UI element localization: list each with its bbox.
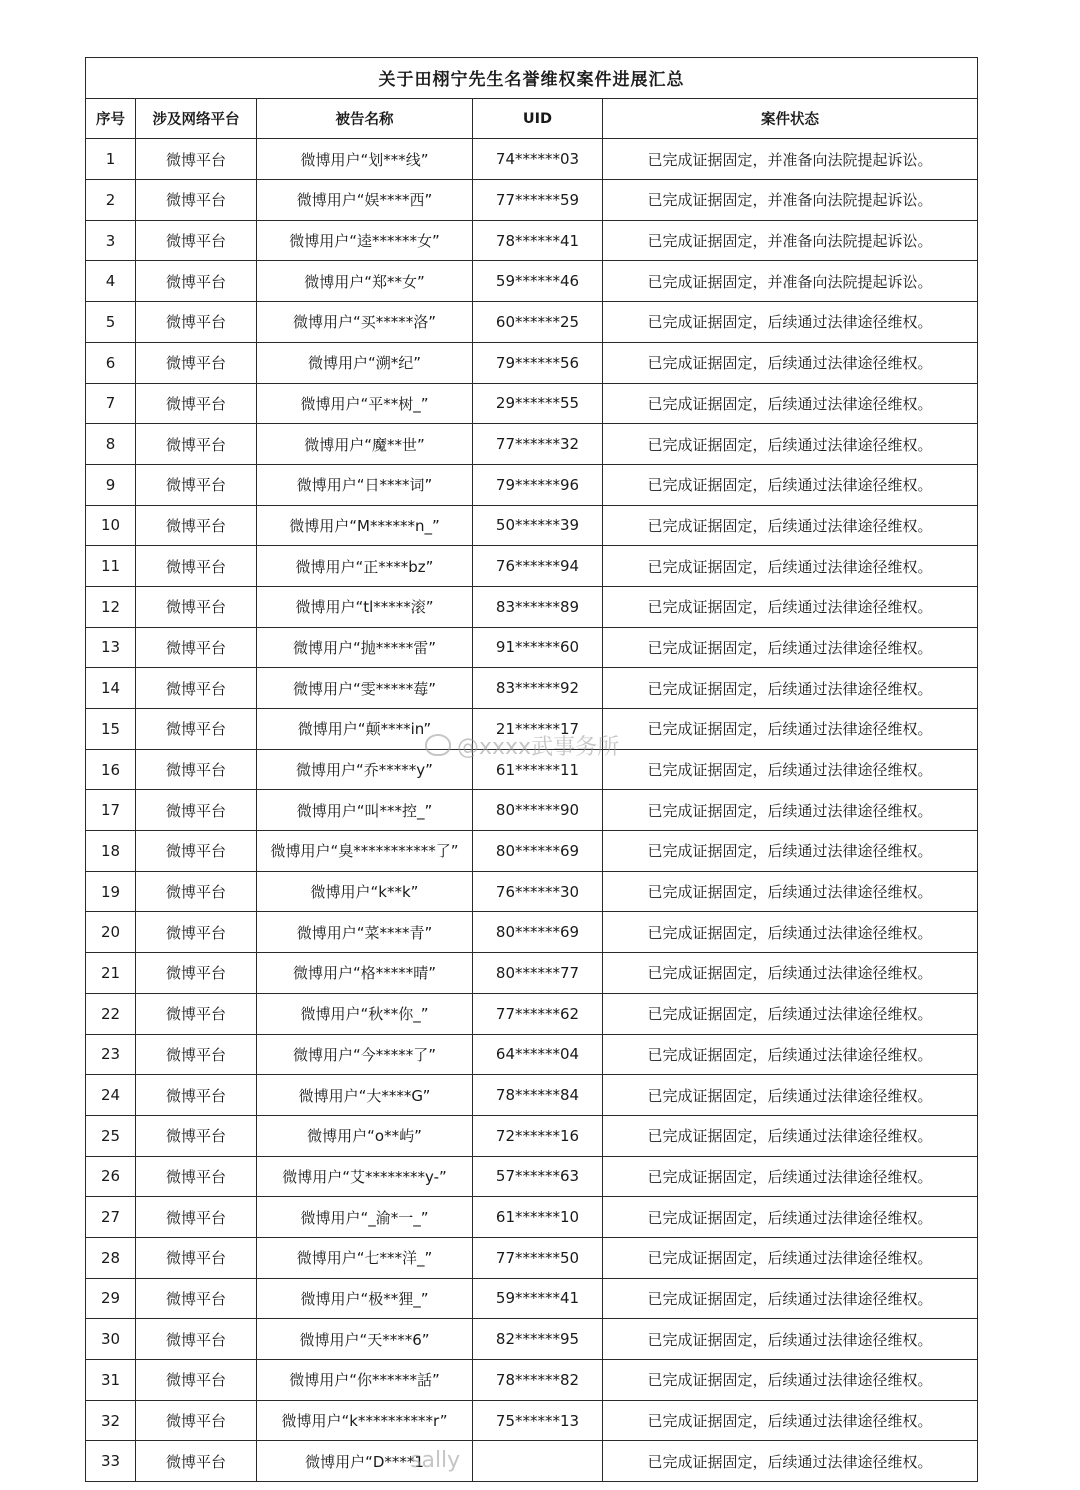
- header-uid: UID: [473, 98, 603, 139]
- cell-uid: 80******77: [473, 953, 603, 994]
- watermark-bottom-text: sally: [410, 1448, 461, 1473]
- cell-status: 已完成证据固定，后续通过法律途径维权。: [603, 1034, 978, 1075]
- title-row: [86, 58, 978, 99]
- cell-no: 8: [86, 424, 136, 465]
- cell-defendant: 微博用户“叫***控_”: [257, 790, 473, 831]
- cell-no: 29: [86, 1278, 136, 1319]
- cell-platform: 微博平台: [136, 424, 257, 465]
- table-row: [86, 1319, 978, 1360]
- cell-platform: 微博平台: [136, 139, 257, 180]
- cell-defendant: 微博用户“艾********y-”: [257, 1156, 473, 1197]
- cell-status: 已完成证据固定，后续通过法律途径维权。: [603, 546, 978, 587]
- table-row: [86, 1156, 978, 1197]
- cell-platform: 微博平台: [136, 1034, 257, 1075]
- cell-no: 17: [86, 790, 136, 831]
- cell-uid: 80******90: [473, 790, 603, 831]
- cell-status: 已完成证据固定，后续通过法律途径维权。: [603, 871, 978, 912]
- cell-defendant: 微博用户“k**********r”: [257, 1400, 473, 1441]
- cell-no: 24: [86, 1075, 136, 1116]
- cell-defendant: 微博用户“正****bz”: [257, 546, 473, 587]
- cell-defendant: 微博用户“七***洋_”: [257, 1237, 473, 1278]
- cell-uid: 78******84: [473, 1075, 603, 1116]
- cell-status: 已完成证据固定，后续通过法律途径维权。: [603, 668, 978, 709]
- table-row: [86, 912, 978, 953]
- cell-no: 3: [86, 220, 136, 261]
- cell-uid: 61******11: [473, 749, 603, 790]
- cell-platform: 微博平台: [136, 505, 257, 546]
- cell-no: 4: [86, 261, 136, 302]
- cell-defendant: 微博用户“你******話”: [257, 1360, 473, 1401]
- table-row: [86, 627, 978, 668]
- cell-uid: 29******55: [473, 383, 603, 424]
- cell-no: 33: [86, 1441, 136, 1482]
- cell-defendant: 微博用户“k**k”: [257, 871, 473, 912]
- cell-platform: 微博平台: [136, 220, 257, 261]
- cell-defendant: 微博用户“日****词”: [257, 464, 473, 505]
- cell-status: 已完成证据固定，后续通过法律途径维权。: [603, 342, 978, 383]
- cell-defendant: 微博用户“魔**世”: [257, 424, 473, 465]
- cell-no: 10: [86, 505, 136, 546]
- table-row: [86, 953, 978, 994]
- cell-platform: 微博平台: [136, 302, 257, 343]
- cell-status: 已完成证据固定，后续通过法律途径维权。: [603, 831, 978, 872]
- table-row: [86, 993, 978, 1034]
- table-body: [86, 139, 978, 1482]
- cell-uid: 80******69: [473, 831, 603, 872]
- table-row: [86, 220, 978, 261]
- header-defendant: 被告名称: [257, 98, 473, 139]
- cell-platform: 微博平台: [136, 831, 257, 872]
- cell-no: 5: [86, 302, 136, 343]
- cell-uid: 83******92: [473, 668, 603, 709]
- cell-status: 已完成证据固定，后续通过法律途径维权。: [603, 1156, 978, 1197]
- cell-platform: 微博平台: [136, 1360, 257, 1401]
- cell-uid: [473, 1441, 603, 1482]
- table-row: [86, 709, 978, 750]
- cell-no: 12: [86, 586, 136, 627]
- cell-status: 已完成证据固定，并准备向法院提起诉讼。: [603, 261, 978, 302]
- cell-platform: 微博平台: [136, 668, 257, 709]
- cell-no: 11: [86, 546, 136, 587]
- cell-defendant: 微博用户“秋**你_”: [257, 993, 473, 1034]
- cell-uid: 91******60: [473, 627, 603, 668]
- cell-defendant: 微博用户“tl*****滚”: [257, 586, 473, 627]
- cell-defendant: 微博用户“郑**女”: [257, 261, 473, 302]
- cell-status: 已完成证据固定，后续通过法律途径维权。: [603, 749, 978, 790]
- cell-status: 已完成证据固定，后续通过法律途径维权。: [603, 383, 978, 424]
- cell-platform: 微博平台: [136, 1197, 257, 1238]
- cell-no: 23: [86, 1034, 136, 1075]
- cell-uid: 60******25: [473, 302, 603, 343]
- table-row: [86, 586, 978, 627]
- cell-status: 已完成证据固定，并准备向法院提起诉讼。: [603, 180, 978, 221]
- cell-no: 32: [86, 1400, 136, 1441]
- cell-defendant: 微博用户“D****1: [257, 1441, 473, 1482]
- cell-platform: 微博平台: [136, 709, 257, 750]
- cell-no: 30: [86, 1319, 136, 1360]
- cell-no: 7: [86, 383, 136, 424]
- table-row: [86, 1115, 978, 1156]
- cell-status: 已完成证据固定，后续通过法律途径维权。: [603, 424, 978, 465]
- cell-no: 18: [86, 831, 136, 872]
- cell-uid: 76******30: [473, 871, 603, 912]
- cell-platform: 微博平台: [136, 912, 257, 953]
- cell-defendant: 微博用户“M******n_”: [257, 505, 473, 546]
- cell-defendant: 微博用户“臭***********了”: [257, 831, 473, 872]
- cell-platform: 微博平台: [136, 1115, 257, 1156]
- cell-defendant: 微博用户“_渝*一_”: [257, 1197, 473, 1238]
- table-row: [86, 871, 978, 912]
- cell-platform: 微博平台: [136, 993, 257, 1034]
- cell-no: 16: [86, 749, 136, 790]
- cell-uid: 82******95: [473, 1319, 603, 1360]
- cell-platform: 微博平台: [136, 180, 257, 221]
- cell-defendant: 微博用户“颠****in”: [257, 709, 473, 750]
- table-row: [86, 464, 978, 505]
- cell-status: 已完成证据固定，后续通过法律途径维权。: [603, 1075, 978, 1116]
- cell-uid: 79******96: [473, 464, 603, 505]
- table-row: [86, 1075, 978, 1116]
- cell-status: 已完成证据固定，后续通过法律途径维权。: [603, 1400, 978, 1441]
- table-row: [86, 1034, 978, 1075]
- cell-status: 已完成证据固定，并准备向法院提起诉讼。: [603, 139, 978, 180]
- cell-platform: 微博平台: [136, 383, 257, 424]
- cell-defendant: 微博用户“平**树_”: [257, 383, 473, 424]
- cell-defendant: 微博用户“划***线”: [257, 139, 473, 180]
- cell-platform: 微博平台: [136, 1400, 257, 1441]
- table-row: [86, 139, 978, 180]
- cell-status: 已完成证据固定，后续通过法律途径维权。: [603, 505, 978, 546]
- cell-no: 2: [86, 180, 136, 221]
- cell-platform: 微博平台: [136, 1441, 257, 1482]
- table-row: [86, 180, 978, 221]
- cell-no: 27: [86, 1197, 136, 1238]
- table-row: [86, 546, 978, 587]
- table-row: [86, 749, 978, 790]
- cell-uid: 83******89: [473, 586, 603, 627]
- cell-status: 已完成证据固定，后续通过法律途径维权。: [603, 1360, 978, 1401]
- cell-status: 已完成证据固定，后续通过法律途径维权。: [603, 912, 978, 953]
- document: [85, 57, 977, 1482]
- cell-platform: 微博平台: [136, 953, 257, 994]
- table-row: [86, 831, 978, 872]
- table-row: [86, 1400, 978, 1441]
- cell-status: 已完成证据固定，后续通过法律途径维权。: [603, 1237, 978, 1278]
- cell-uid: 78******41: [473, 220, 603, 261]
- cell-defendant: 微博用户“今*****了”: [257, 1034, 473, 1075]
- case-progress-table: [85, 57, 978, 1482]
- cell-platform: 微博平台: [136, 871, 257, 912]
- cell-status: 已完成证据固定，后续通过法律途径维权。: [603, 627, 978, 668]
- cell-status: 已完成证据固定，后续通过法律途径维权。: [603, 586, 978, 627]
- cell-no: 20: [86, 912, 136, 953]
- cell-defendant: 微博用户“菜****青”: [257, 912, 473, 953]
- cell-platform: 微博平台: [136, 790, 257, 831]
- cell-platform: 微博平台: [136, 1319, 257, 1360]
- cell-no: 14: [86, 668, 136, 709]
- table-row: [86, 1360, 978, 1401]
- cell-platform: 微博平台: [136, 1237, 257, 1278]
- cell-status: 已完成证据固定，后续通过法律途径维权。: [603, 1115, 978, 1156]
- cell-uid: 77******59: [473, 180, 603, 221]
- cell-uid: 78******82: [473, 1360, 603, 1401]
- cell-defendant: 微博用户“娱****西”: [257, 180, 473, 221]
- cell-no: 26: [86, 1156, 136, 1197]
- header-row: [86, 98, 978, 139]
- header-platform: 涉及网络平台: [136, 98, 257, 139]
- table-row: [86, 790, 978, 831]
- cell-no: 21: [86, 953, 136, 994]
- cell-defendant: 微博用户“雯*****莓”: [257, 668, 473, 709]
- table-row: [86, 383, 978, 424]
- cell-no: 1: [86, 139, 136, 180]
- cell-status: 已完成证据固定，后续通过法律途径维权。: [603, 709, 978, 750]
- cell-uid: 72******16: [473, 1115, 603, 1156]
- table-row: [86, 1278, 978, 1319]
- cell-no: 19: [86, 871, 136, 912]
- cell-status: 已完成证据固定，后续通过法律途径维权。: [603, 1319, 978, 1360]
- cell-no: 9: [86, 464, 136, 505]
- cell-status: 已完成证据固定，后续通过法律途径维权。: [603, 953, 978, 994]
- cell-platform: 微博平台: [136, 1278, 257, 1319]
- cell-status: 已完成证据固定，后续通过法律途径维权。: [603, 1197, 978, 1238]
- cell-defendant: 微博用户“大****G”: [257, 1075, 473, 1116]
- cell-status: 已完成证据固定，后续通过法律途径维权。: [603, 464, 978, 505]
- table-row: [86, 302, 978, 343]
- cell-platform: 微博平台: [136, 627, 257, 668]
- cell-platform: 微博平台: [136, 749, 257, 790]
- cell-uid: 77******32: [473, 424, 603, 465]
- cell-no: 28: [86, 1237, 136, 1278]
- cell-uid: 79******56: [473, 342, 603, 383]
- table-row: [86, 1197, 978, 1238]
- header-status: 案件状态: [603, 98, 978, 139]
- cell-uid: 77******62: [473, 993, 603, 1034]
- cell-status: 已完成证据固定，后续通过法律途径维权。: [603, 302, 978, 343]
- cell-platform: 微博平台: [136, 586, 257, 627]
- cell-platform: 微博平台: [136, 546, 257, 587]
- cell-defendant: 微博用户“抛*****雷”: [257, 627, 473, 668]
- cell-defendant: 微博用户“逵******女”: [257, 220, 473, 261]
- header-no: 序号: [86, 98, 136, 139]
- cell-defendant: 微博用户“溯*纪”: [257, 342, 473, 383]
- cell-defendant: 微博用户“极**狸_”: [257, 1278, 473, 1319]
- cell-platform: 微博平台: [136, 342, 257, 383]
- cell-uid: 64******04: [473, 1034, 603, 1075]
- cell-uid: 59******41: [473, 1278, 603, 1319]
- cell-no: 6: [86, 342, 136, 383]
- cell-status: 已完成证据固定，后续通过法律途径维权。: [603, 1278, 978, 1319]
- table-row: [86, 261, 978, 302]
- table-row: [86, 668, 978, 709]
- table-row: [86, 342, 978, 383]
- cell-status: 已完成证据固定，并准备向法院提起诉讼。: [603, 220, 978, 261]
- table-row: [86, 424, 978, 465]
- cell-uid: 80******69: [473, 912, 603, 953]
- cell-defendant: 微博用户“乔*****y”: [257, 749, 473, 790]
- table-title: 关于田栩宁先生名誉维权案件进展汇总: [86, 58, 978, 99]
- cell-uid: 76******94: [473, 546, 603, 587]
- cell-no: 15: [86, 709, 136, 750]
- cell-uid: 57******63: [473, 1156, 603, 1197]
- cell-platform: 微博平台: [136, 261, 257, 302]
- cell-platform: 微博平台: [136, 464, 257, 505]
- cell-no: 31: [86, 1360, 136, 1401]
- cell-uid: 74******03: [473, 139, 603, 180]
- cell-no: 22: [86, 993, 136, 1034]
- watermark-middle-text: @xxxx武事务所: [457, 735, 620, 760]
- cell-defendant: 微博用户“买*****洛”: [257, 302, 473, 343]
- cell-status: 已完成证据固定，后续通过法律途径维权。: [603, 993, 978, 1034]
- cell-status: 已完成证据固定，后续通过法律途径维权。: [603, 790, 978, 831]
- table-row: [86, 1237, 978, 1278]
- cell-uid: 50******39: [473, 505, 603, 546]
- table-row: [86, 1441, 978, 1482]
- cell-defendant: 微博用户“o**屿”: [257, 1115, 473, 1156]
- cell-defendant: 微博用户“格*****晴”: [257, 953, 473, 994]
- cell-platform: 微博平台: [136, 1075, 257, 1116]
- cell-status: 已完成证据固定，后续通过法律途径维权。: [603, 1441, 978, 1482]
- cell-uid: 61******10: [473, 1197, 603, 1238]
- cell-no: 25: [86, 1115, 136, 1156]
- cell-uid: 59******46: [473, 261, 603, 302]
- cell-uid: 21******17: [473, 709, 603, 750]
- cell-uid: 77******50: [473, 1237, 603, 1278]
- cell-no: 13: [86, 627, 136, 668]
- cell-defendant: 微博用户“天****6”: [257, 1319, 473, 1360]
- table-row: [86, 505, 978, 546]
- cell-uid: 75******13: [473, 1400, 603, 1441]
- cell-platform: 微博平台: [136, 1156, 257, 1197]
